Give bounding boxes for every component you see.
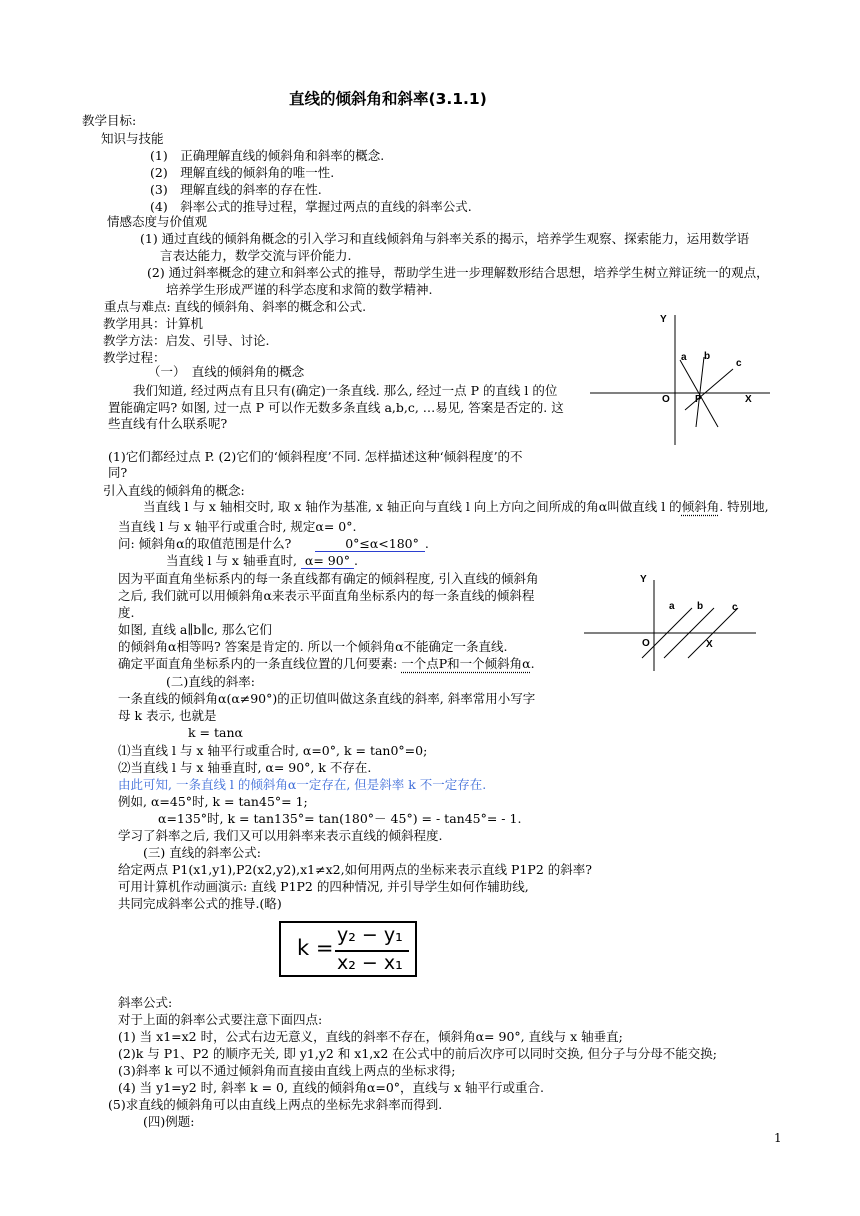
label-c: c [736,358,742,369]
note-item: (2)k 与 P1、P2 的顺序无关, 即 y1,y2 和 x1,x2 在公式中的前后次序可以同时交换, 但分子与分母不能交换; [118,1046,717,1061]
section3-line: 可用计算机作动画演示: 直线 P1P2 的四种情况, 并引导学生如何作辅助线, [118,879,529,894]
page-number: 1 [774,1131,782,1145]
range-answer: 0°≤α<180° [315,536,425,552]
label-o: O [662,394,670,405]
note-item: (3)斜率 k 可以不通过倾斜角而直接由直线上两点的坐标求得; [118,1063,456,1078]
notes-heading: 对于上面的斜率公式要注意下面四点: [118,1012,323,1027]
label-p: P [695,394,702,405]
key-points: 重点与难点: 直线的倾斜角、斜率的概念和公式. [104,299,367,314]
concept-definition [143,498,769,515]
formula-label: 斜率公式: [118,995,173,1010]
label-b: b [697,601,704,612]
emotion-item: 言表达能力，数学交流与评价能力. [160,248,352,263]
concept-tail: . 特别地, [719,499,769,514]
label-a: a [669,601,675,612]
section1-paragraph: 些直线有什么联系呢? [108,416,228,431]
emotion-item: (2) 通过斜率概念的建立和斜率公式的推导，帮助学生进一步理解数形结合思想，培养学生树立辩证统一的观点， [147,265,769,280]
formula-lhs: k = [297,936,334,960]
section3-heading: (三) 直线的斜率公式: [143,845,261,860]
label-x: X [706,639,713,650]
vertical-answer: α= 90° [301,553,354,569]
section1-answer: 同? [108,465,128,480]
label-o: O [642,638,650,649]
section2-line: 一条直线的倾斜角α(α≠90°)的正切值叫做这条直线的斜率, 斜率常用小写字 [118,691,536,706]
knowledge-item: (3) 理解直线的斜率的存在性. [150,182,322,197]
vertical-text: 当直线 l 与 x 轴垂直时, [166,553,297,568]
emotion-item: 培养学生形成严谨的科学态度和求简的数学精神. [166,282,433,297]
note-item: (5)求直线的倾斜角可以由直线上两点的坐标先求斜率而得到. [108,1097,443,1112]
determine-period: . [530,656,535,671]
because-line: 如图, 直线 a∥b∥c, 那么它们 [118,622,272,637]
page-title: 直线的倾斜角和斜率(3.1.1) [289,90,487,108]
concept-line2: 当直线 l 与 x 轴平行或重合时, 规定α= 0°. [118,519,357,534]
determine-text: 确定平面直角坐标系内的一条直线位置的几何要素: [118,656,398,671]
range-answer-period: . [424,536,429,551]
vertical-case [166,552,358,569]
section3-line: 共同完成斜率公式的推导.(略) [118,896,282,911]
section1-heading: （一） 直线的倾斜角的概念 [148,364,305,379]
emotion-item: (1) 通过直线的倾斜角概念的引入学习和直线倾斜角与斜率关系的揭示，培养学生观察、探索能力，运用数学语 [140,231,750,246]
because-line: 之后, 我们就可以用倾斜角α来表示平面直角坐标系内的每一条直线的倾斜程 [118,588,535,603]
emotion-heading: 情感态度与价值观 [107,214,208,229]
section3-line: 给定两点 P1(x1,y1),P2(x2,y2),x1≠x2,如何用两点的坐标来表示直线 P1P2 的斜率? [118,862,592,877]
example-1: 例如, α=45°时, k = tan45°= 1; [118,794,308,809]
label-b: b [704,351,711,362]
formula-numerator: y₂ − y₁ [337,924,403,946]
section2-line: 母 k 表示, 也就是 [118,708,217,723]
label-y: Y [660,314,667,325]
after-slope: 学习了斜率之后, 我们又可以用斜率来表示直线的倾斜程度. [118,828,443,843]
line-b [696,357,704,427]
vertical-period: . [353,553,358,568]
label-a: a [681,352,687,363]
figure-parallel-lines [580,568,780,678]
determine-line [118,655,535,672]
teaching-tools: 教学用具：计算机 [103,316,204,331]
range-question [118,535,429,552]
teaching-process: 教学过程： [103,350,166,365]
concept-term: 倾斜角 [681,499,720,514]
slope-formula [279,921,417,977]
section1-paragraph: 置能确定吗? 如图, 过一点 P 可以作无数多条直线 a,b,c, …易见, 答案是否定的. 这 [108,400,564,415]
label-c: c [732,602,738,613]
concept-text: 当直线 l 与 x 轴相交时, 取 x 轴作为基准, x 轴正向与直线 l 向上方向之间所成的角α叫做直线 l 的 [143,499,682,514]
because-line: 的倾斜角α相等吗? 答案是肯定的. 所以一个倾斜角α不能确定一条直线. [118,639,508,654]
slope-case-1: ⑴当直线 l 与 x 轴平行或重合时, α=0°, k = tan0°=0; [118,743,428,758]
line-c [685,369,733,410]
knowledge-item: (4) 斜率公式的推导过程，掌握过两点的直线的斜率公式. [150,199,472,214]
because-line: 因为平面直角坐标系内的每一条直线都有确定的倾斜程度, 引入直线的倾斜角 [118,571,539,586]
slope-case-2: ⑵当直线 l 与 x 轴垂直时, α= 90°, k 不存在. [118,760,372,775]
knowledge-item: (1) 正确理解直线的倾斜角和斜率的概念. [150,148,385,163]
concept-intro: 引入直线的倾斜角的概念: [103,483,245,498]
section1-paragraph: 我们知道, 经过两点有且只有(确定)一条直线. 那么, 经过一点 P 的直线 l 的位 [133,383,558,398]
section1-answer: (1)它们都经过点 P. (2)它们的‘倾斜程度’不同. 怎样描述这种‘倾斜程度’的不 [108,449,523,464]
note-item: (4) 当 y1=y2 时, 斜率 k = 0, 直线的倾斜角α=0°，直线与 x 轴平行或重合. [118,1080,545,1095]
knowledge-heading: 知识与技能 [101,131,164,146]
knowledge-item: (2) 理解直线的倾斜角的唯一性. [150,165,335,180]
slope-note: 由此可知, 一条直线 l 的倾斜角α一定存在, 但是斜率 k 不一定存在. [118,777,487,792]
goals-heading: 教学目标: [82,113,137,128]
figure-lines-through-p [580,305,780,450]
note-item: (1) 当 x1=x2 时，公式右边无意义，直线的斜率不存在，倾斜角α= 90°, 直线与 x 轴垂直; [118,1029,623,1044]
section2-heading: (二)直线的斜率: [166,674,255,689]
label-y: Y [640,574,647,585]
determine-term: 一个点P和一个倾斜角α [401,656,531,671]
slope-definition: k = tanα [188,725,243,740]
because-line: 度. [118,605,135,620]
teaching-methods: 教学方法：启发、引导、讨论. [103,333,270,348]
section4-heading: (四)例题: [143,1114,195,1129]
example-2: α=135°时, k = tan135°= tan(180°－ 45°) = - tan45°= - 1. [158,811,522,826]
range-question-text: 问: 倾斜角α的取值范围是什么? [118,536,292,551]
formula-denominator: x₂ − x₁ [337,952,403,974]
label-x: X [745,394,752,405]
